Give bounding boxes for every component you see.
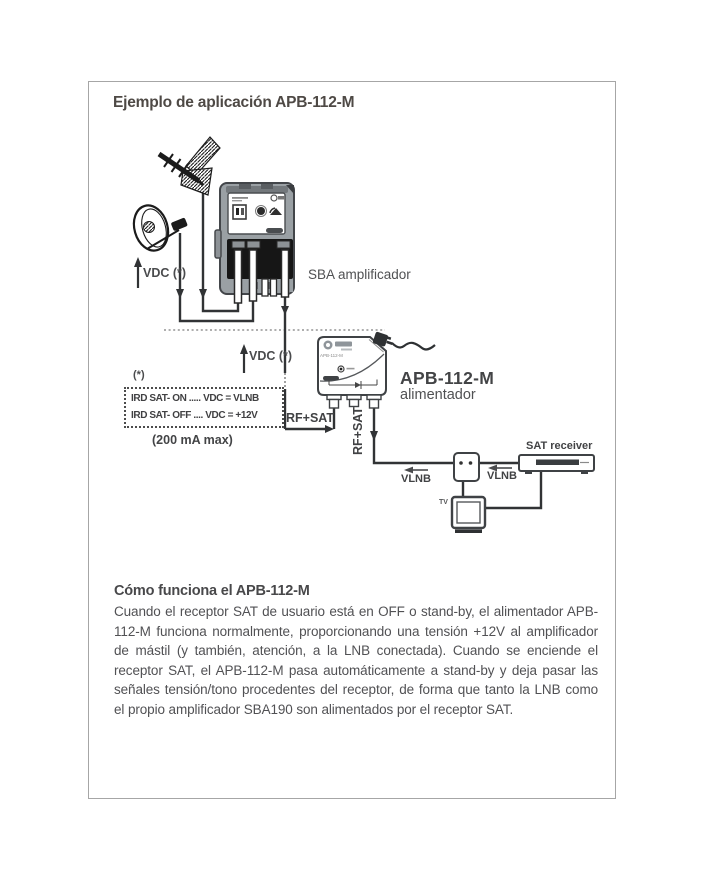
document-page — [88, 81, 616, 799]
vdc-up-arrow-inserter — [240, 344, 248, 373]
section-heading: Cómo funciona el APB-112-M — [114, 583, 310, 599]
ird-sat-on-line: IRD SAT- ON ..... VDC = VLNB — [131, 393, 259, 404]
tv-label: TV — [439, 499, 448, 506]
sat-receiver-device — [519, 455, 594, 474]
apb-faceplate-label: APB-112-M — [320, 353, 343, 358]
terrestrial-antenna-icon — [159, 137, 220, 195]
rf-sat-output-label: RF+SAT — [351, 406, 365, 455]
vlnb-right-label: VLNB — [487, 470, 517, 482]
tv-icon — [452, 497, 485, 533]
sba-amplifier-label: SBA amplificador — [308, 267, 411, 282]
vlnb-left-label: VLNB — [401, 473, 431, 485]
vdc-up-arrow-mast — [134, 257, 142, 288]
application-diagram — [89, 82, 616, 582]
sat-receiver-label: SAT receiver — [526, 440, 593, 452]
footnote-mark: (*) — [133, 369, 145, 381]
sba-amplifier-device — [215, 183, 294, 303]
ird-sat-off-line: IRD SAT- OFF .... VDC = +12V — [131, 409, 258, 421]
vdc-mast-label: VDC (*) — [143, 266, 187, 280]
vdc-inserter-label: VDC (*) — [249, 349, 293, 363]
wall-outlet — [454, 453, 479, 481]
max-current-note: (200 mA max) — [152, 433, 233, 447]
rf-sat-input-label: RF+SAT — [286, 411, 335, 425]
apb-role-label: alimentador — [400, 387, 476, 403]
section-paragraph: Cuando el receptor SAT de usuario está en OFF o stand-by, el alimentador APB-112-M funciona normalmente, proporcionando una tensión +12V al amplificador de mástil (y también, atención, a la LNB conectada). Cuando se enciende el receptor SAT, el APB-112-M pasa automáticamente a stand-by y deja pasar las señales tensión/tono procedentes del receptor, de forma que tanto la LNB como el propio amplificador SBA190 son alimentados por el receptor SAT. — [114, 604, 598, 717]
page-title: Ejemplo de aplicación APB-112-M — [113, 94, 355, 111]
ird-sat-note-box — [124, 387, 284, 428]
apb-model-label: APB-112-M — [400, 368, 495, 388]
